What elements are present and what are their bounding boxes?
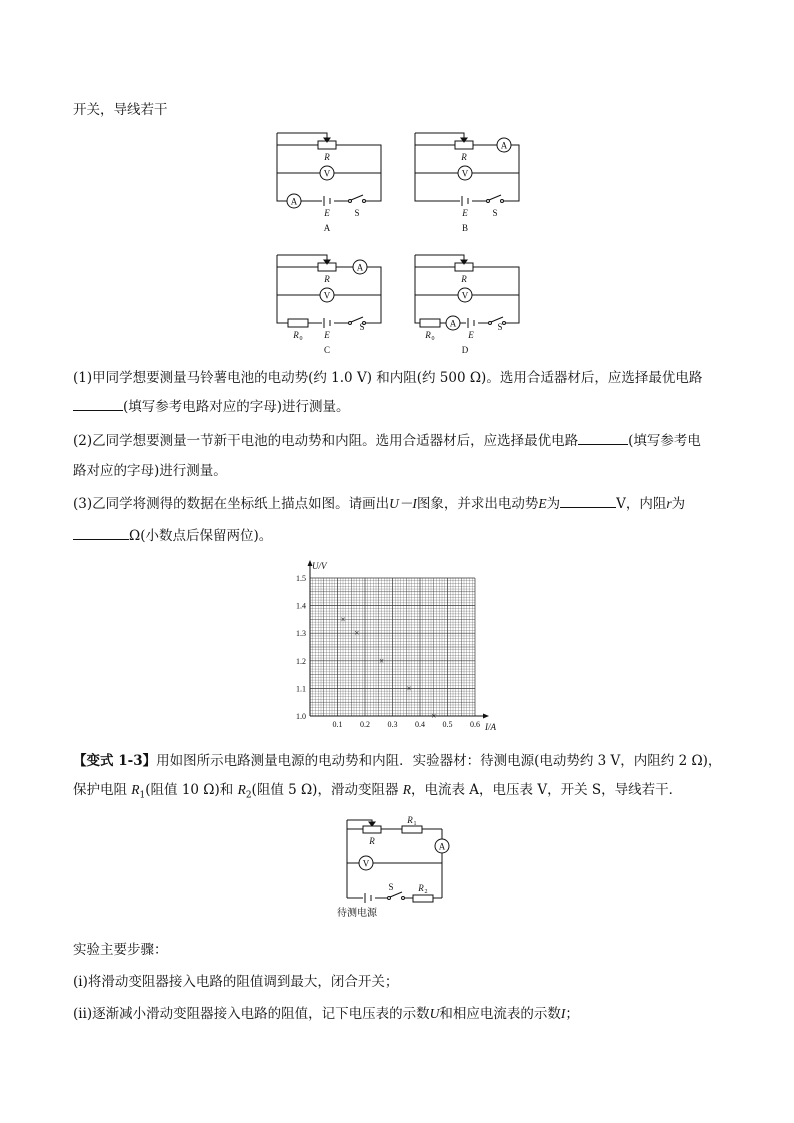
voltmeter-label: V bbox=[461, 168, 469, 179]
x-axis-arrow bbox=[483, 714, 489, 719]
data-point: × bbox=[354, 628, 360, 639]
resistor-label: R bbox=[461, 152, 467, 162]
data-point: × bbox=[431, 711, 437, 721]
x-tick-label: 0.6 bbox=[470, 720, 480, 729]
r0-label: R bbox=[293, 330, 299, 340]
question-3-line-2: Ω(小数点后保留两位)。 bbox=[73, 527, 272, 545]
answer-blank-emf[interactable] bbox=[560, 495, 616, 508]
y-tick-label: 1.2 bbox=[296, 656, 306, 666]
steps-heading: 实验主要步骤： bbox=[73, 942, 168, 958]
x-tick-label: 0.3 bbox=[387, 720, 398, 729]
y-axis-label: U/V bbox=[312, 561, 327, 571]
variant-line-2: 保护电阻 $R_1$(阻值 10 Ω)和 $R_2$(阻值 5 Ω)，滑动变阻器 R，电流表 A，电压表 V，开关 S，导线若干． bbox=[73, 782, 683, 801]
answer-blank-resistance[interactable] bbox=[73, 527, 129, 540]
figure-caption-b: B bbox=[461, 223, 469, 233]
emf-label: E bbox=[324, 330, 330, 340]
x-axis-label: I/A bbox=[485, 722, 496, 732]
u-i-chart bbox=[280, 558, 510, 733]
switch-label: S bbox=[388, 882, 394, 892]
y-tick-label: 1.1 bbox=[296, 684, 306, 694]
ammeter-label: A bbox=[449, 318, 457, 329]
resistor-label: R bbox=[324, 152, 330, 162]
resistor-label: R bbox=[461, 274, 467, 284]
x-tick-label: 0.4 bbox=[415, 720, 425, 729]
data-point: × bbox=[406, 683, 412, 694]
y-tick-label: 1.4 bbox=[296, 601, 306, 611]
question-2-line-1: (2)乙同学想要测量一节新干电池的电动势和内阻。选用合适器材后，应选择最优电路 (填写参考电 bbox=[73, 433, 701, 449]
r1-subscript: 1 bbox=[413, 821, 417, 827]
ammeter-label: A bbox=[500, 140, 508, 151]
ammeter-label: A bbox=[290, 196, 298, 207]
ammeter-label: A bbox=[438, 841, 446, 852]
x-tick-label: 0.5 bbox=[442, 720, 453, 729]
answer-blank-1[interactable] bbox=[73, 398, 123, 411]
resistor-label: R bbox=[324, 274, 330, 284]
r0-subscript: 0 bbox=[299, 336, 303, 342]
figure-caption-a: A bbox=[323, 223, 331, 233]
switch-label: S bbox=[497, 322, 503, 332]
voltmeter-label: V bbox=[323, 168, 331, 179]
x-tick-label: 0.2 bbox=[360, 720, 370, 729]
question-1-line-2: (填写参考电路对应的字母)进行测量。 bbox=[73, 398, 350, 416]
switch-label: S bbox=[492, 208, 498, 218]
voltmeter-label: V bbox=[362, 858, 370, 869]
switch-label: S bbox=[359, 322, 365, 332]
y-tick-label: 1.3 bbox=[296, 629, 306, 639]
x-tick-label: 0.1 bbox=[332, 720, 343, 729]
question-1-line-1: (1)甲同学想要测量马铃薯电池的电动势(约 1.0 V) 和内阻(约 500 Ω)。选用合适器材后，应选择最优电路 bbox=[73, 370, 703, 386]
variant-line-1: 【变式 1-3】用如图所示电路测量电源的电动势和内阻．实验器材：待测电源(电动势约 3 V，内阻约 2 Ω)， bbox=[73, 753, 722, 769]
step-2: (ⅱ)逐渐减小滑动变阻器接入电路的阻值，记下电压表的示数U和相应电流表的示数I； bbox=[73, 1006, 579, 1022]
chart-grid bbox=[310, 578, 475, 716]
ammeter-label: A bbox=[356, 262, 364, 273]
step-1: (ⅰ)将滑动变阻器接入电路的阻值调到最大，闭合开关； bbox=[73, 974, 399, 990]
r2-label: R bbox=[418, 883, 424, 893]
question-3-line-1: (3)乙同学将测得的数据在坐标纸上描点如图。请画出U－I图象，并求出电动势E为 V，内阻r为 bbox=[73, 496, 686, 512]
r1-label: R bbox=[407, 815, 413, 825]
variant-tag: 【变式 1-3】 bbox=[73, 753, 157, 769]
answer-blank-2[interactable] bbox=[578, 432, 628, 445]
voltmeter-label: V bbox=[323, 290, 331, 301]
data-point: × bbox=[378, 655, 385, 666]
reference-circuits-figure bbox=[260, 125, 540, 360]
r0-subscript: 0 bbox=[431, 336, 435, 342]
r0-label: R bbox=[425, 330, 431, 340]
variant-circuit-figure bbox=[335, 812, 465, 924]
voltmeter-label: V bbox=[461, 290, 469, 301]
figure-caption-d: D bbox=[461, 345, 469, 355]
figure-caption-c: C bbox=[323, 345, 331, 355]
source-label: 待测电源 bbox=[337, 908, 377, 919]
y-tick-label: 1.5 bbox=[296, 574, 306, 583]
rheostat-label: R bbox=[369, 836, 375, 846]
switch-label: S bbox=[354, 208, 360, 218]
question-2-line-2: 路对应的字母)进行测量。 bbox=[73, 463, 227, 479]
emf-label: E bbox=[468, 330, 474, 340]
header-text: 开关，导线若干 bbox=[73, 102, 168, 118]
emf-label: E bbox=[324, 208, 330, 218]
r2-subscript: 2 bbox=[424, 889, 428, 895]
emf-label: E bbox=[462, 208, 468, 218]
y-tick-label: 1.0 bbox=[296, 712, 306, 721]
data-point: × bbox=[340, 614, 346, 625]
